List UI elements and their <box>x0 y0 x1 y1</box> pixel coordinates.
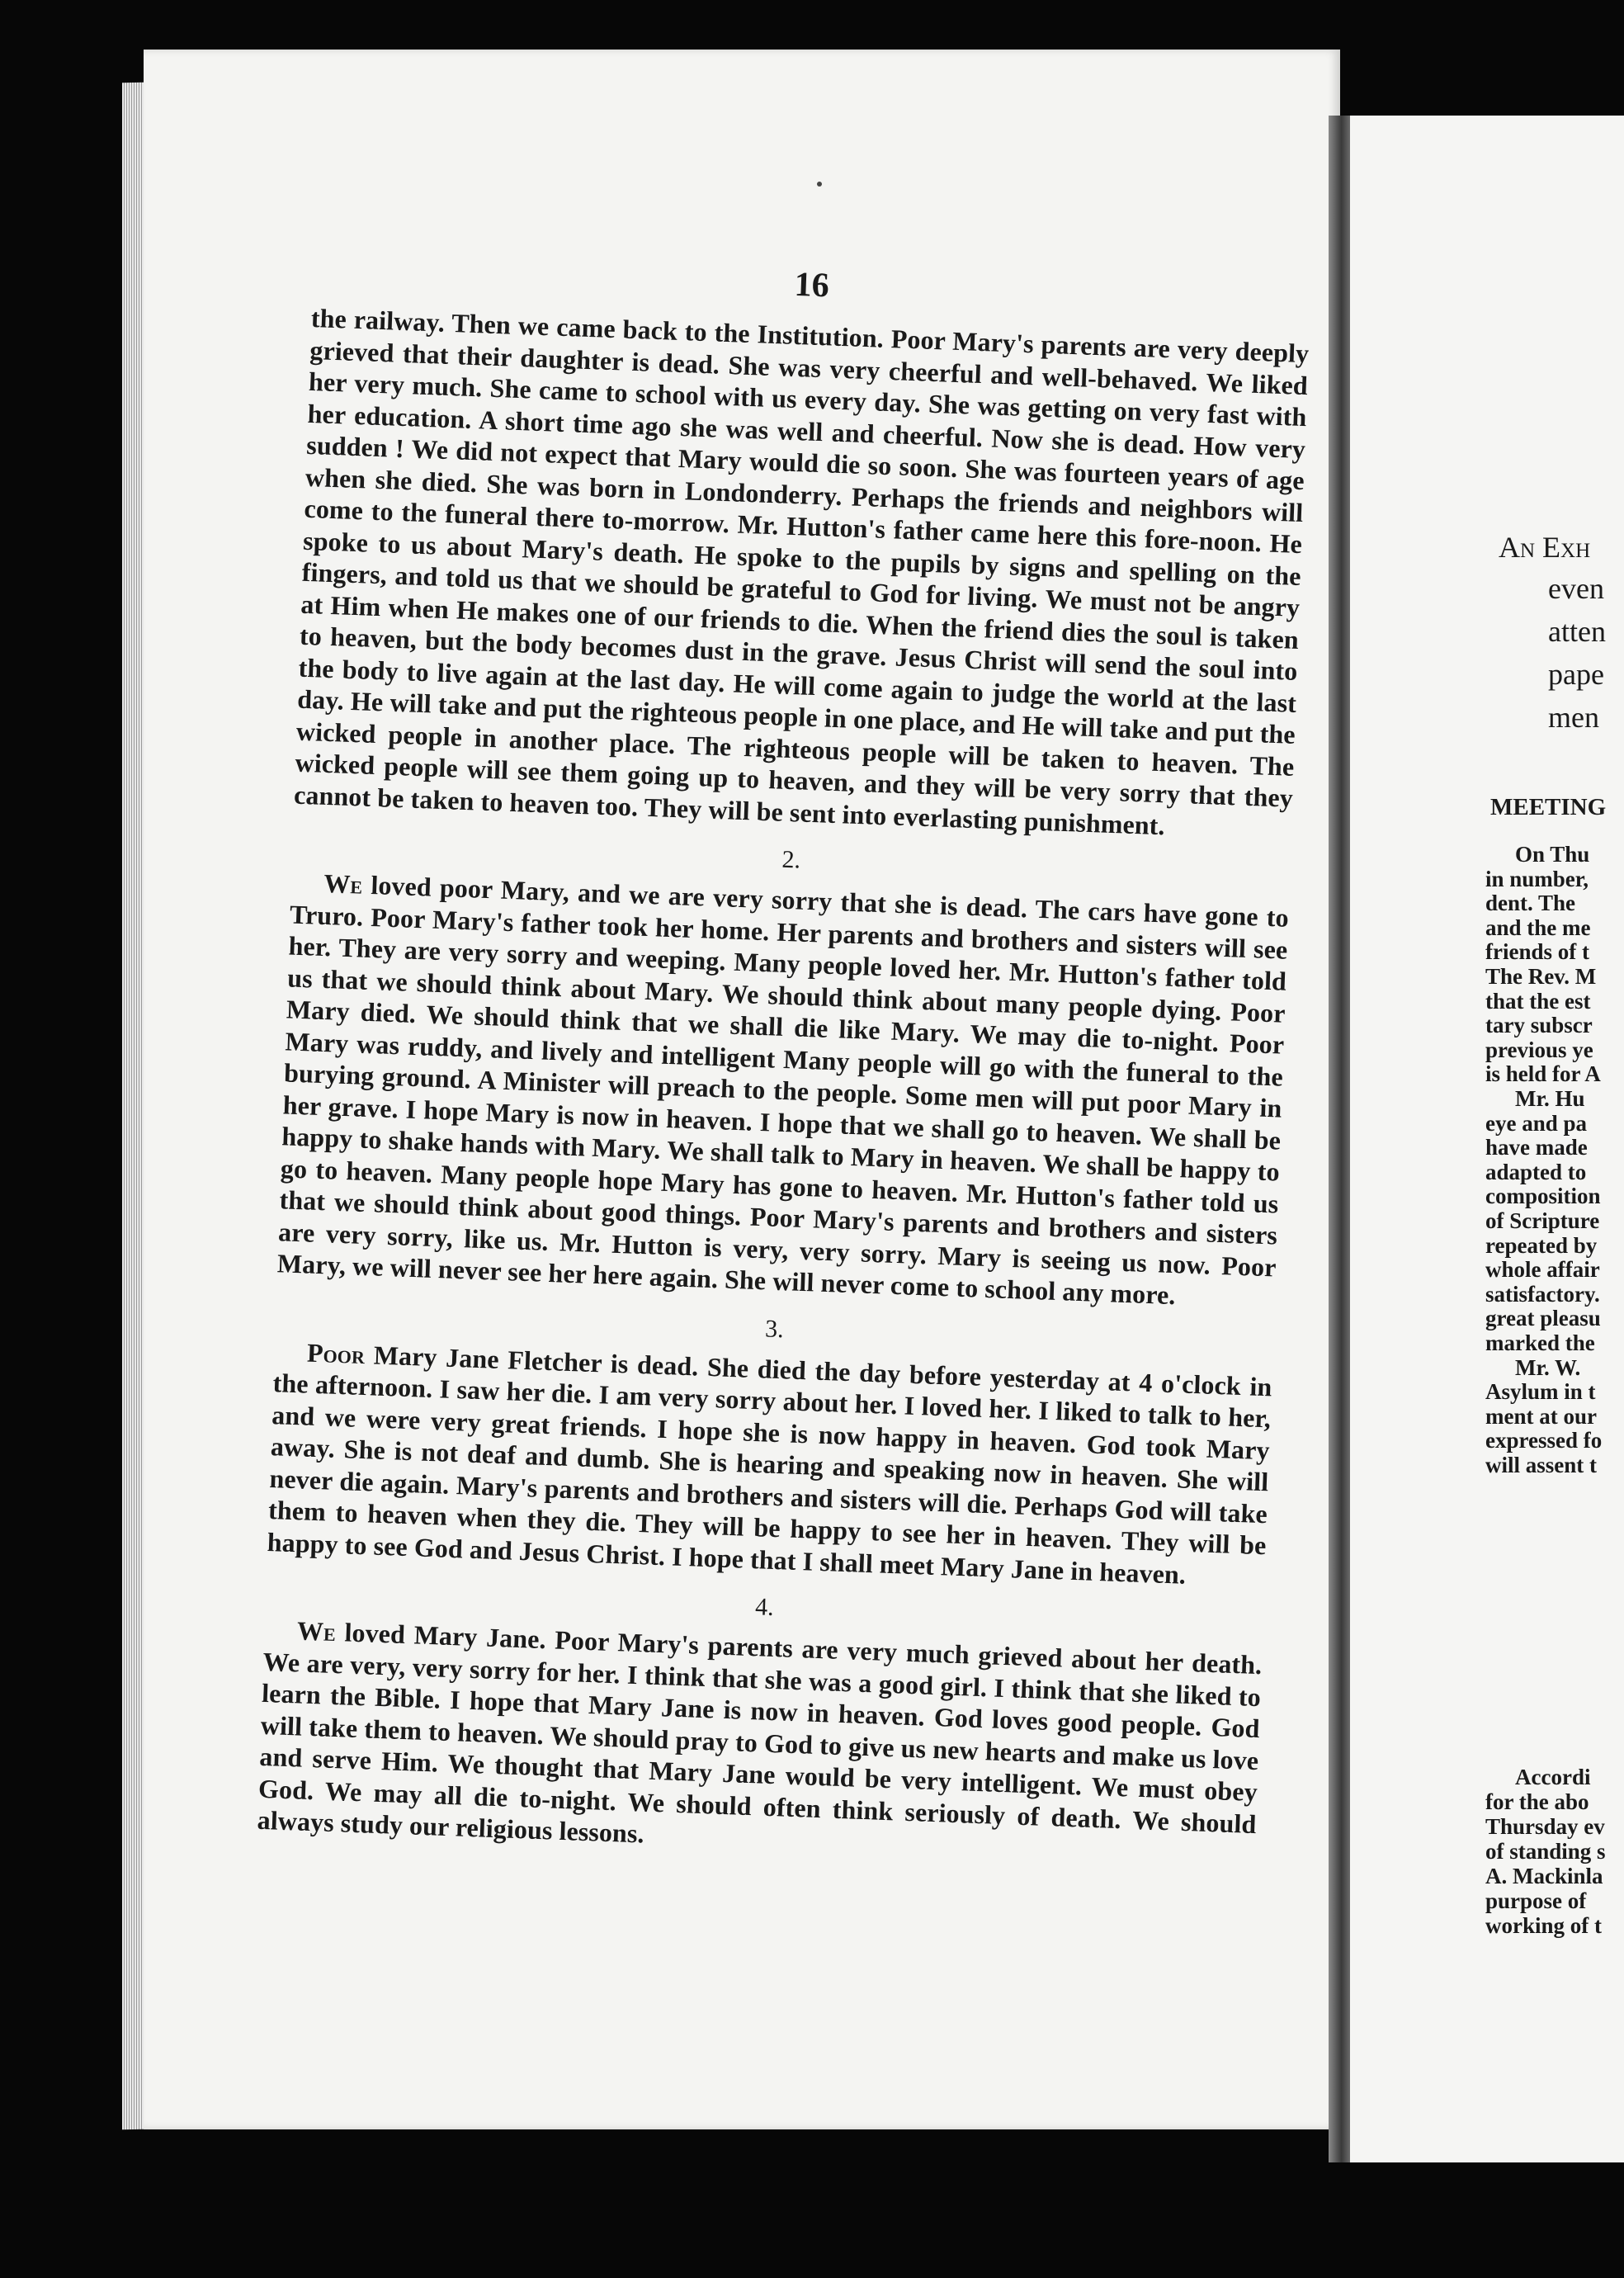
right-page-line: of standing s <box>1485 1839 1606 1864</box>
right-page-line: in number, <box>1485 866 1589 891</box>
section-text: loved Mary Jane. Poor Mary's parents are very much grieved about her death. We are very, very sorry for her. I think that she was a good girl. I think that she liked to learn the Bible. I hope that Mary Jane is now in heaven. God loves good people. God will take them to heaven. We should pray to God to give us new hearts and make us love and serve Him. We thought that Mary Jane would be very intelligent. We must obey God. We may all die to-night. We should often think seriously of death. We should always study our religious lessons. <box>257 1617 1263 1849</box>
right-page-line: and the me <box>1485 915 1591 940</box>
right-page-line: will assent t <box>1485 1453 1597 1477</box>
right-heading-line: pape <box>1548 658 1604 691</box>
section-number: 4. <box>754 1593 775 1621</box>
section-1 <box>294 302 1310 846</box>
meeting-heading: MEETING <box>1490 794 1607 820</box>
right-page-line: satisfactory. <box>1485 1281 1600 1307</box>
right-page-line: is held for A <box>1485 1061 1601 1087</box>
page-stack-edge <box>122 83 144 2130</box>
right-page-line: composition <box>1485 1184 1601 1209</box>
right-page-line: whole affair <box>1485 1257 1600 1283</box>
right-page-line: The Rev. M <box>1485 964 1597 989</box>
section-text: loved poor Mary, and we are very sorry that she is dead. The cars have gone to Truro. Poor Mary's father took her home. Her parents and brothers and sisters will see her. They are very sorry and weeping. Many people loved her. Mr. Hutton's father told us that we should think about Mary. We should think about many people dying. Poor Mary died. We should think that we shall die like Mary. We may die to-night. Poor Mary was ruddy, and lively and intelligent Many people will go with the funeral to the burying ground. A Minister will preach to the people. Some men will put poor Mary in her grave. I hope Mary is now in heaven. I hope that we shall go to heaven. We shall be happy to shake hands with Mary. We shall talk to Mary in heaven. We shall be happy to go to heaven. Many people hope Mary has gone to heaven. Mr. Hutton's father told us that we should think about good things. Poor Mary's parents and brothers and sisters are very sorry, like us. Mr. Hutton is very, very sorry. Mary is seeing us now. Poor Mary, we will never see her here again. She will never come to school any more. <box>276 869 1290 1311</box>
right-page-line: expressed fo <box>1485 1428 1603 1453</box>
section-lead: Poor <box>306 1337 366 1369</box>
right-page-line: that the est <box>1485 988 1591 1014</box>
right-page-line: Mr. W. <box>1515 1354 1581 1380</box>
right-page-line: previous ye <box>1485 1037 1593 1062</box>
section-number: 3. <box>764 1314 785 1343</box>
right-page <box>1350 116 1624 2162</box>
book-gutter <box>1329 116 1350 2162</box>
section-paragraph <box>294 302 1310 846</box>
right-page-line: eye and pa <box>1485 1110 1588 1136</box>
right-page-line: marked the <box>1485 1330 1595 1355</box>
page-number: 16 <box>793 265 830 305</box>
right-page-line: adapted to <box>1485 1159 1587 1184</box>
section-paragraph <box>267 1335 1272 1594</box>
right-heading-line: even <box>1548 572 1604 605</box>
section-number: 2. <box>781 845 801 874</box>
right-page-line: A. Mackinla <box>1485 1864 1603 1888</box>
right-page-line: Asylum in t <box>1485 1379 1596 1405</box>
section-text: the railway. Then we came back to the Institution. Poor Mary's parents are very deeply grieved that their daughter is dead. She was very cheerful and well-behaved. We liked her very much. She came to school with us every day. She was getting on very fast with her education. A short time ago she was well and cheerful. Now she is dead. How very sudden ! We did not expect that Mary would die so soon. She was fourteen years of age when she died. She was born in Londonderry. Perhaps the friends and neighbors will come to the funeral there to-morrow. Mr. Hutton's father came here this fore-noon. He spoke to us about Mary's death. He spoke to the pupils by signs and spelling on the fingers, and told us that we should be grateful to God for living. We must not be angry at Him when He makes one of our friends to die. When the friend dies the soul is taken to heaven, but the body becomes dust in the grave. Jesus Christ will send the soul into the body to live again at the last day. He will come again to judge the world at the last day. He will take and put the righteous people in one place, and He will take and put the wicked people in another place. The righteous people will be taken to heaven. The wicked people will see them going up to heaven, and they will be very sorry that they cannot be taken to heaven too. They will be sent into everlasting punishment. <box>293 302 1310 840</box>
right-heading-line: An Exh <box>1499 531 1591 564</box>
right-page-line: ment at our <box>1485 1403 1597 1429</box>
right-page-line: Accordi <box>1515 1765 1591 1789</box>
section-text: Mary Jane Fletcher is dead. She died the day before yesterday at 4 o'clock in the afternoon. I saw her die. I am very sorry about her. I loved her. I liked to talk to her, and we were very great friends. I hope she is now happy in heaven. God took Mary away. She is not deaf and dumb. She is hearing and speaking now in heaven. She will never die again. Mary's parents and brothers and sisters will die. Perhaps God will take them to heaven when they die. They will be happy to see her in heaven. They will be happy to see God and Jesus Christ. I hope that I shall meet Mary Jane in heaven. <box>267 1339 1273 1590</box>
ink-speck <box>817 182 822 187</box>
right-page-line: dent. The <box>1485 891 1576 916</box>
right-page-line: working of t <box>1485 1913 1602 1938</box>
section-paragraph <box>257 1614 1263 1872</box>
section-3 <box>267 1297 1274 1594</box>
right-page-line: repeated by <box>1485 1232 1598 1258</box>
right-page-line: great pleasu <box>1485 1306 1601 1331</box>
right-page-line: Thursday ev <box>1485 1814 1605 1839</box>
left-page-text <box>257 248 1311 1872</box>
right-page-line: Mr. Hu <box>1515 1086 1585 1111</box>
section-4 <box>257 1576 1264 1872</box>
right-page-line: On Thu <box>1515 842 1590 867</box>
right-page-line: for the abo <box>1485 1789 1589 1814</box>
right-heading-line: atten <box>1548 615 1606 648</box>
right-heading-line: men <box>1548 701 1599 734</box>
section-paragraph <box>276 867 1289 1315</box>
section-2 <box>276 829 1291 1315</box>
right-page-line: friends of t <box>1485 939 1589 965</box>
right-page-line: have made <box>1485 1135 1588 1160</box>
section-lead: We <box>296 1615 337 1647</box>
section-lead: We <box>323 867 363 900</box>
right-page-line: purpose of <box>1485 1888 1587 1913</box>
right-page-line: of Scripture <box>1485 1208 1600 1233</box>
right-page-line: tary subscr <box>1485 1013 1593 1038</box>
